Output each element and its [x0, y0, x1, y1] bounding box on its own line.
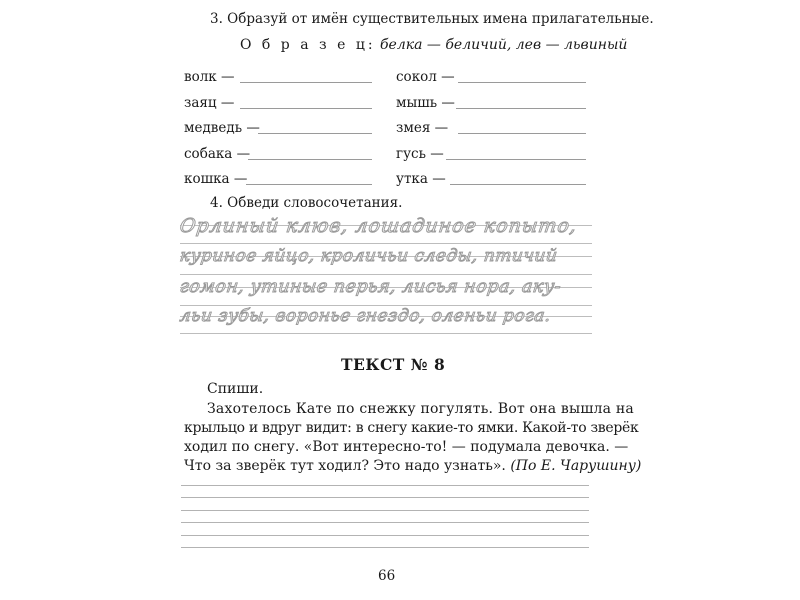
writing-line: [181, 510, 589, 511]
page-number: 66: [378, 568, 396, 584]
word-left-4: собака —: [184, 146, 251, 162]
copy-instruction: Спиши.: [207, 381, 264, 397]
writing-line: [181, 522, 589, 523]
text-source: (По Е. Чарушину): [510, 458, 642, 474]
answer-line-left-1: [240, 82, 372, 83]
text-8-title: ТЕКСТ № 8: [341, 355, 446, 374]
cursive-line-4: льи зубы, воронье гнездо, оленьи рога.: [178, 306, 553, 326]
word-left-2: заяц —: [184, 95, 235, 111]
writing-line: [181, 535, 589, 536]
task-3-title: 3. Образуй от имён существительных имена прилагательные.: [210, 11, 654, 27]
text-line-3: ходил по снегу. «Вот интересно-то! — подумала девочка. —: [184, 439, 629, 455]
ruling-line: [180, 274, 592, 275]
task-4-title: 4. Обведи словосочетания.: [210, 195, 403, 211]
sample-text: белка — беличий, лев — львиный: [380, 37, 628, 53]
ruling-line: [180, 333, 592, 334]
writing-line: [181, 485, 589, 486]
writing-line: [181, 547, 589, 548]
cursive-line-1: Орлиный клюв, лошадиное копыто,: [178, 215, 579, 237]
text-line-4: Что за зверёк тут ходил? Это надо узнать».: [184, 458, 506, 474]
word-left-1: волк —: [184, 69, 235, 85]
writing-line: [181, 497, 589, 498]
cursive-line-3: гомон, утиные перья, лисья нора, аку-: [178, 277, 563, 297]
word-right-2: мышь —: [396, 95, 455, 111]
word-right-1: сокол —: [396, 69, 455, 85]
word-right-5: утка —: [396, 171, 446, 187]
answer-line-right-1: [458, 82, 586, 83]
word-left-5: кошка —: [184, 171, 248, 187]
answer-line-left-2: [240, 108, 372, 109]
word-left-3: медведь —: [184, 120, 260, 136]
answer-line-left-4: [248, 159, 372, 160]
cursive-line-2: куриное яйцо, кроличьи следы, птичий: [178, 246, 559, 266]
ruling-line: [180, 243, 592, 244]
answer-line-left-3: [258, 133, 372, 134]
answer-line-left-5: [246, 184, 372, 185]
sample-line: [240, 37, 627, 53]
text-line-4-wrap: [184, 458, 641, 474]
answer-line-right-3: [458, 133, 586, 134]
answer-line-right-5: [450, 184, 586, 185]
answer-line-right-2: [456, 108, 586, 109]
text-line-2: крыльцо и вдруг видит: в снегу какие-то ямки. Какой-то зверёк: [184, 420, 639, 436]
text-line-1: Захотелось Кате по снежку погулять. Вот она вышла на: [207, 401, 634, 417]
word-right-3: змея —: [396, 120, 449, 136]
answer-line-right-4: [446, 159, 586, 160]
word-right-4: гусь —: [396, 146, 444, 162]
sample-label: О б р а з е ц:: [240, 37, 376, 53]
